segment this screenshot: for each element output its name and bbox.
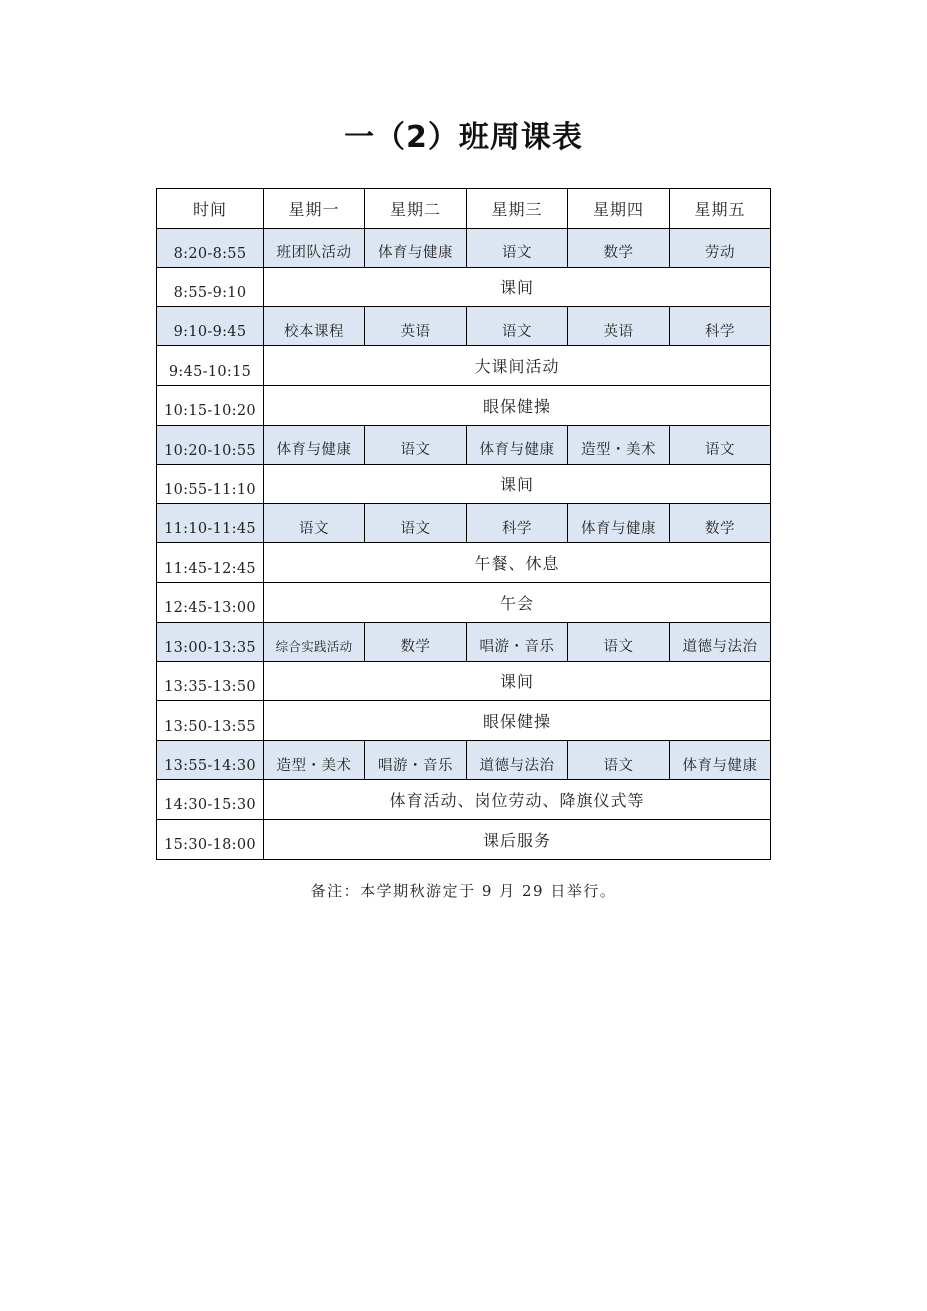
- header-friday: 星期五: [670, 189, 771, 229]
- time-cell: 13:55-14:30: [157, 741, 264, 780]
- break-label: 课间: [264, 267, 771, 307]
- time-cell: 11:10-11:45: [157, 504, 264, 543]
- time-cell: 15:30-18:00: [157, 819, 264, 859]
- break-label: 大课间活动: [264, 346, 771, 386]
- lesson-cell-monday: 校本课程: [264, 307, 365, 346]
- lesson-cell-wednesday: 语文: [467, 228, 568, 267]
- lesson-cell-monday: 语文: [264, 504, 365, 543]
- lesson-cell-tuesday: 英语: [365, 307, 467, 346]
- lesson-row: [157, 741, 771, 780]
- header-monday: 星期一: [264, 189, 365, 229]
- break-row: [157, 701, 771, 741]
- lesson-cell-thursday: 语文: [568, 622, 670, 661]
- lesson-cell-monday: 班团队活动: [264, 228, 365, 267]
- break-row: [157, 779, 771, 819]
- lesson-cell-tuesday: 数学: [365, 622, 467, 661]
- time-cell: 14:30-15:30: [157, 779, 264, 819]
- header-thursday: 星期四: [568, 189, 670, 229]
- lesson-cell-thursday: 英语: [568, 307, 670, 346]
- footnote: 备注：本学期秋游定于 9 月 29 日举行。: [310, 882, 617, 900]
- header-wednesday: 星期三: [467, 189, 568, 229]
- lesson-cell-wednesday: 语文: [467, 307, 568, 346]
- timetable: [156, 188, 771, 860]
- lesson-cell-wednesday: 体育与健康: [467, 425, 568, 464]
- break-label: 课后服务: [264, 819, 771, 859]
- time-cell: 13:50-13:55: [157, 701, 264, 741]
- break-row: [157, 543, 771, 583]
- lesson-cell-friday: 体育与健康: [670, 741, 771, 780]
- break-label: 课间: [264, 661, 771, 701]
- time-cell: 13:35-13:50: [157, 661, 264, 701]
- lesson-cell-tuesday: 唱游・音乐: [365, 741, 467, 780]
- break-row: [157, 819, 771, 859]
- break-label: 课间: [264, 464, 771, 504]
- lesson-cell-monday: 体育与健康: [264, 425, 365, 464]
- time-cell: 12:45-13:00: [157, 582, 264, 622]
- lesson-row: [157, 622, 771, 661]
- lesson-cell-friday: 语文: [670, 425, 771, 464]
- break-row: [157, 267, 771, 307]
- lesson-cell-thursday: 数学: [568, 228, 670, 267]
- lesson-cell-wednesday: 道德与法治: [467, 741, 568, 780]
- time-cell: 8:55-9:10: [157, 267, 264, 307]
- time-cell: 13:00-13:35: [157, 622, 264, 661]
- time-cell: 11:45-12:45: [157, 543, 264, 583]
- lesson-cell-thursday: 语文: [568, 741, 670, 780]
- lesson-cell-tuesday: 语文: [365, 504, 467, 543]
- break-label: 眼保健操: [264, 385, 771, 425]
- lesson-cell-friday: 道德与法治: [670, 622, 771, 661]
- time-cell: 9:45-10:15: [157, 346, 264, 386]
- lesson-cell-friday: 数学: [670, 504, 771, 543]
- lesson-row: [157, 504, 771, 543]
- lesson-cell-tuesday: 语文: [365, 425, 467, 464]
- lesson-cell-thursday: 体育与健康: [568, 504, 670, 543]
- lesson-row: [157, 307, 771, 346]
- page-title: 一（2）班周课表: [344, 120, 583, 155]
- lesson-cell-thursday: 造型・美术: [568, 425, 670, 464]
- lesson-cell-friday: 劳动: [670, 228, 771, 267]
- lesson-cell-monday: 造型・美术: [264, 741, 365, 780]
- break-label: 午会: [264, 582, 771, 622]
- break-row: [157, 464, 771, 504]
- break-row: [157, 346, 771, 386]
- lesson-cell-friday: 科学: [670, 307, 771, 346]
- break-label: 午餐、休息: [264, 543, 771, 583]
- time-cell: 10:15-10:20: [157, 385, 264, 425]
- header-tuesday: 星期二: [365, 189, 467, 229]
- time-cell: 9:10-9:45: [157, 307, 264, 346]
- break-row: [157, 582, 771, 622]
- header-time: 时间: [157, 189, 264, 229]
- lesson-cell-wednesday: 科学: [467, 504, 568, 543]
- lesson-cell-wednesday: 唱游・音乐: [467, 622, 568, 661]
- break-row: [157, 661, 771, 701]
- time-cell: 8:20-8:55: [157, 228, 264, 267]
- header-row: [157, 189, 771, 229]
- lesson-row: [157, 228, 771, 267]
- break-label: 体育活动、岗位劳动、降旗仪式等: [264, 779, 771, 819]
- lesson-cell-monday: 综合实践活动: [264, 622, 365, 661]
- lesson-row: [157, 425, 771, 464]
- break-row: [157, 385, 771, 425]
- break-label: 眼保健操: [264, 701, 771, 741]
- time-cell: 10:20-10:55: [157, 425, 264, 464]
- time-cell: 10:55-11:10: [157, 464, 264, 504]
- lesson-cell-tuesday: 体育与健康: [365, 228, 467, 267]
